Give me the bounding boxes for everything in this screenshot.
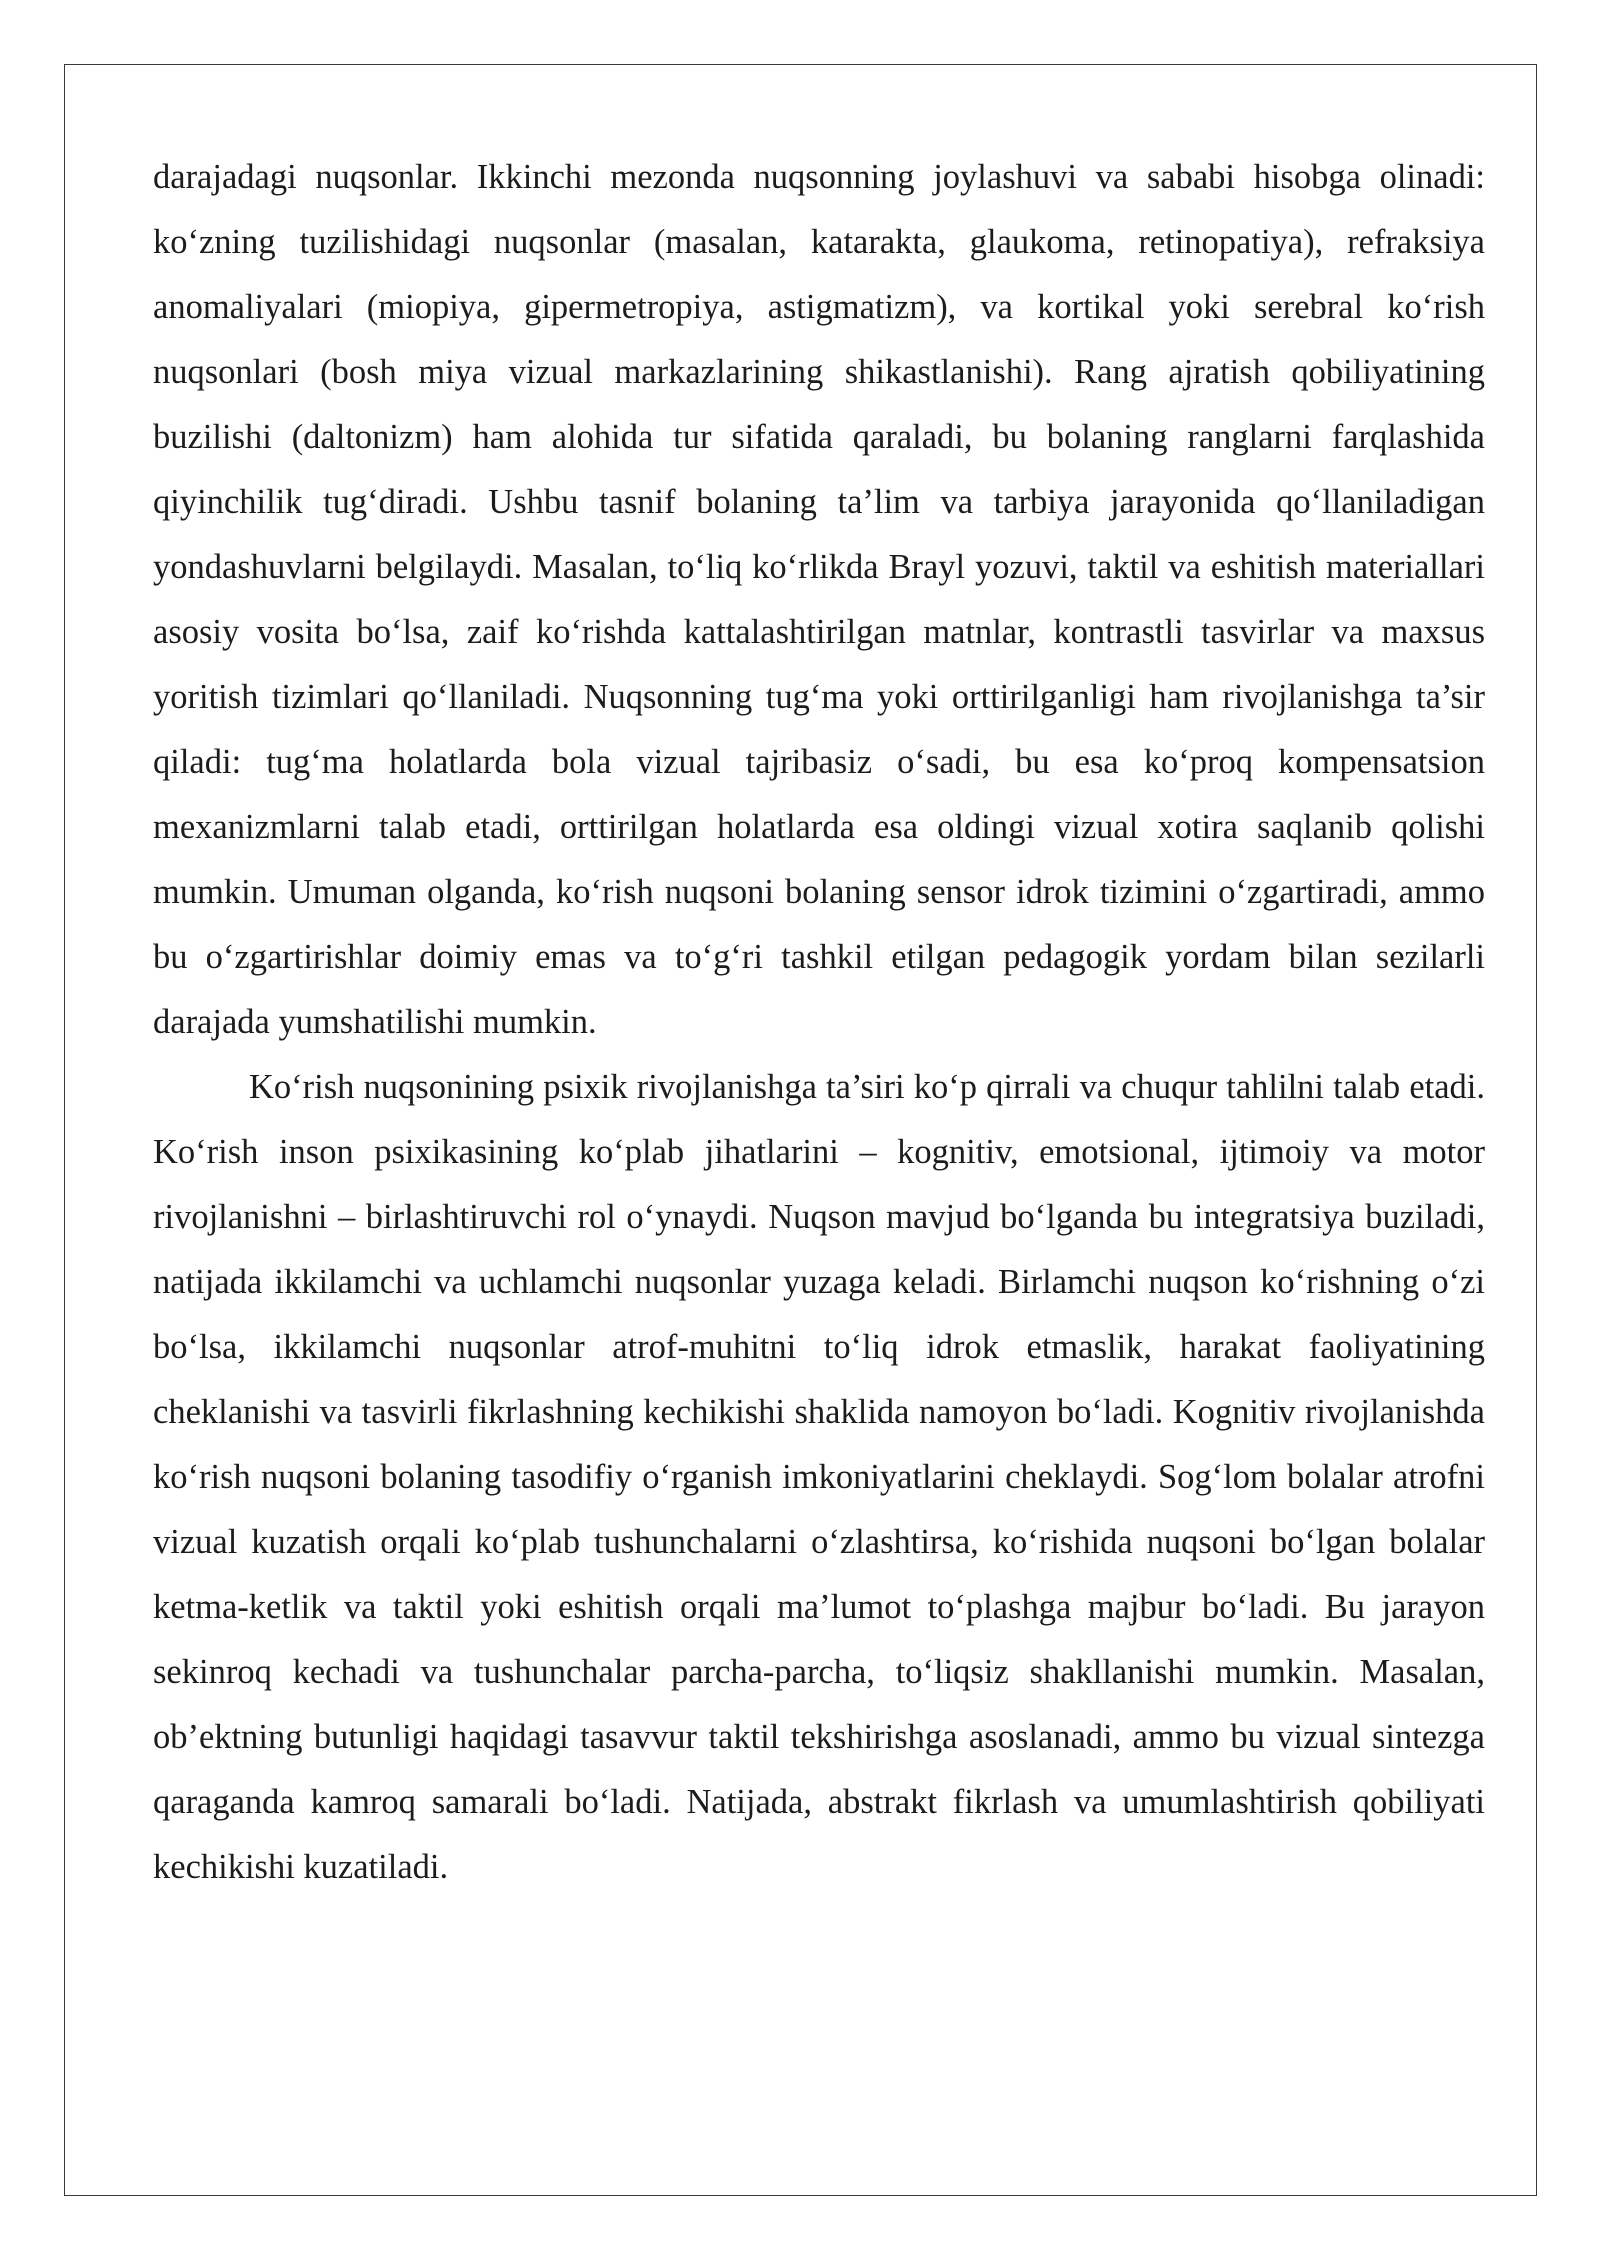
document-body — [153, 145, 1485, 1900]
paragraph-continued: darajadagi nuqsonlar. Ikkinchi mezonda nuqsonning joylashuvi va sababi hisobga olinadi: ko‘zning tuzilishidagi nuqsonlar (masalan, katarakta, glaukoma, retinopatiya), refraksiya anomaliyalari (miopiya, gipermetropiya, astigmatizm), va kortikal yoki serebral ko‘rish nuqsonlari (bosh miya vizual markazlarining shikastlanishi). Rang ajratish qobiliyatining buzilishi (daltonizm) ham alohida tur sifatida qaraladi, bu bolaning ranglarni farqlashida qiyinchilik tug‘diradi. Ushbu tasnif bolaning ta’lim va tarbiya jarayonida qo‘llaniladigan yondashuvlarni belgilaydi. Masalan, to‘liq ko‘rlikda Brayl yozuvi, taktil va eshitish materiallari asosiy vosita bo‘lsa, zaif ko‘rishda kattalashtirilgan matnlar, kontrastli tasvirlar va maxsus yoritish tizimlari qo‘llaniladi. Nuqsonning tug‘ma yoki orttirilganligi ham rivojlanishga ta’sir qiladi: tug‘ma holatlarda bola vizual tajribasiz o‘sadi, bu esa ko‘proq kompensatsion mexanizmlarni talab etadi, orttirilgan holatlarda esa oldingi vizual xotira saqlanib qolishi mumkin. Umuman olganda, ko‘rish nuqsoni bolaning sensor idrok tizimini o‘zgartiradi, ammo bu o‘zgartirishlar doimiy emas va to‘g‘ri tashkil etilgan pedagogik yordam bilan sezilarli darajada yumshatilishi mumkin. — [153, 158, 1485, 1041]
paragraph: Ko‘rish nuqsonining psixik rivojlanishga ta’siri ko‘p qirrali va chuqur tahlilni talab etadi. Ko‘rish inson psixikasining ko‘plab jihatlarini – kognitiv, emotsional, ijtimoiy va motor rivojlanishni – birlashtiruvchi rol o‘ynaydi. Nuqson mavjud bo‘lganda bu integratsiya buziladi, natijada ikkilamchi va uchlamchi nuqsonlar yuzaga keladi. Birlamchi nuqson ko‘rishning o‘zi bo‘lsa, ikkilamchi nuqsonlar atrof-muhitni to‘liq idrok etmaslik, harakat faoliyatining cheklanishi va tasvirli fikrlashning kechikishi shaklida namoyon bo‘ladi. Kognitiv rivojlanishda ko‘rish nuqsoni bolaning tasodifiy o‘rganish imkoniyatlarini cheklaydi. Sog‘lom bolalar atrofni vizual kuzatish orqali ko‘plab tushunchalarni o‘zlashtirsa, ko‘rishida nuqsoni bo‘lgan bolalar ketma-ketlik va taktil yoki eshitish orqali ma’lumot to‘plashga majbur bo‘ladi. Bu jarayon sekinroq kechadi va tushunchalar parcha-parcha, to‘liqsiz shakllanishi mumkin. Masalan, ob’ektning butunligi haqidagi tasavvur taktil tekshirishga asoslanadi, ammo bu vizual sintezga qaraganda kamroq samarali bo‘ladi. Natijada, abstrakt fikrlash va umumlashtirish qobiliyati kechikishi kuzatiladi. — [153, 1068, 1485, 1886]
